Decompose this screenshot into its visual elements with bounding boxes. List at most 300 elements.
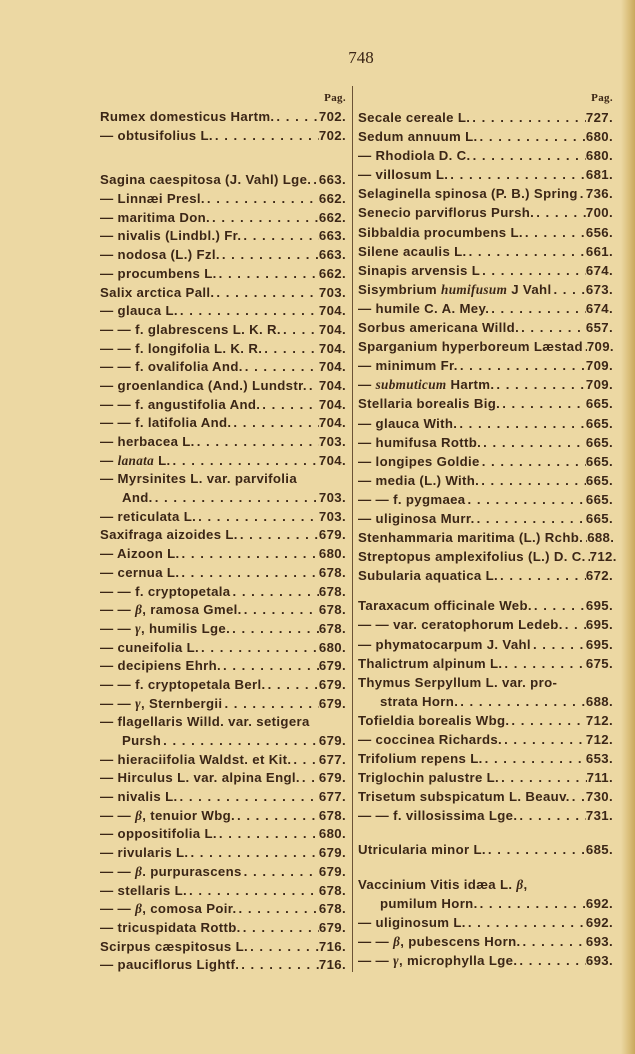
index-entry	[358, 452, 613, 471]
entry-italic: γ	[393, 952, 399, 968]
index-entry	[358, 299, 613, 318]
entry-page: 692.	[585, 914, 613, 930]
entry-page: 695.	[585, 598, 613, 614]
entry-name	[100, 265, 217, 284]
dot-leader	[281, 321, 319, 340]
entry-name	[358, 730, 502, 749]
entry-page: 712.	[585, 712, 613, 728]
entry-name	[358, 913, 466, 932]
index-entry	[358, 768, 613, 787]
entry-italic: submuticum	[375, 377, 447, 393]
entry-page: 680.	[318, 826, 346, 842]
entry-page: 677.	[318, 751, 346, 767]
entry-page: 674.	[585, 300, 613, 316]
entry-page: 700.	[585, 205, 613, 221]
entry-italic: β	[516, 876, 524, 892]
entry-italic: β	[135, 863, 143, 879]
entry-text: — coccinea Richards.	[358, 732, 503, 747]
dot-leader	[178, 788, 319, 807]
entry-page: 704.	[318, 452, 346, 468]
entry-text: Silene acaulis L.	[358, 243, 467, 259]
entry-name	[100, 545, 180, 564]
entry-page: 685.	[585, 842, 613, 858]
index-entry	[358, 318, 613, 337]
entry-text: Trifolium repens L.	[358, 751, 483, 767]
entry-text: — humifusa Rottb.	[358, 434, 482, 450]
entry-text: — — var. ceratophorum Ledeb.	[358, 617, 563, 633]
entry-name	[358, 375, 494, 394]
index-entry	[358, 547, 617, 566]
entry-text: Scirpus cæspitosus L.	[100, 938, 249, 954]
entry-page: 679.	[318, 676, 346, 692]
entry-name	[358, 932, 520, 951]
dot-leader	[480, 261, 586, 280]
dot-leader	[237, 900, 319, 919]
entry-text: — —	[100, 620, 136, 636]
entry-text-after: , pubescens Horn.	[400, 933, 521, 949]
index-entry	[100, 127, 346, 146]
entry-text: — pauciflorus Lightf.	[100, 957, 240, 973]
index-entry	[100, 452, 346, 471]
entry-name	[100, 470, 297, 489]
index-entry	[100, 470, 346, 489]
entry-name	[358, 749, 483, 768]
entry-page: 688.	[587, 530, 615, 546]
entry-name	[100, 508, 196, 527]
dot-leader	[478, 127, 586, 146]
entry-page: 709.	[586, 339, 614, 355]
index-entry	[358, 509, 613, 528]
dot-leader	[570, 787, 586, 806]
dot-leader	[486, 840, 586, 859]
entry-text: — reticulata L.	[100, 508, 197, 524]
entry-text: Triglochin palustre L.	[358, 770, 500, 786]
entry-page: 702.	[318, 109, 346, 124]
entry-text: — —	[100, 807, 136, 823]
page-column-header: Pag.	[324, 92, 346, 104]
group-spacer	[358, 825, 613, 840]
entry-text: Trisetum subspicatum L. Beauv.	[358, 789, 570, 805]
entry-text: — Aizoon L.	[100, 546, 180, 562]
index-entry	[358, 596, 613, 615]
entry-text: — herbacea L.	[100, 434, 195, 449]
dot-leader	[199, 639, 319, 658]
entry-name	[358, 711, 509, 730]
dot-leader	[551, 280, 585, 299]
index-entry	[100, 340, 346, 359]
index-entry	[100, 321, 346, 340]
entry-text: Sedum annuum L.	[358, 129, 478, 145]
entry-page: 653.	[585, 751, 613, 767]
index-entry	[358, 375, 613, 394]
column-divider	[352, 86, 353, 972]
entry-page: 656.	[585, 224, 613, 240]
entry-page: 703.	[318, 284, 346, 300]
entry-name	[100, 938, 248, 957]
entry-page: 712.	[589, 549, 617, 565]
dot-leader	[205, 190, 319, 209]
index-entry	[100, 564, 346, 583]
entry-page: 704.	[318, 303, 346, 319]
dot-leader	[274, 108, 319, 127]
entry-text: — stellaris L.	[100, 882, 187, 898]
entry-name	[100, 127, 213, 146]
dot-leader	[481, 433, 586, 452]
index-entry	[100, 545, 346, 564]
entry-name	[100, 676, 266, 695]
dot-leader	[448, 165, 586, 184]
index-entry	[358, 203, 613, 222]
entry-name	[358, 875, 528, 894]
entry-text: Stellaria borealis Big.	[358, 396, 501, 412]
index-entry	[358, 184, 613, 203]
entry-name	[100, 190, 205, 209]
entry-name	[100, 807, 235, 826]
index-entry	[100, 414, 346, 433]
entry-name	[100, 583, 231, 602]
entry-text: — groenlandica (And.) Lundstr.	[100, 377, 307, 393]
entry-page: 704.	[318, 377, 346, 393]
index-entry	[100, 108, 346, 127]
dot-leader	[534, 203, 586, 222]
entry-text-after: L.	[154, 452, 171, 468]
dot-leader	[196, 508, 319, 527]
entry-text: — — f. longifolia L. K. R.	[100, 340, 263, 356]
entry-text: — glauca L.	[100, 303, 178, 319]
dot-leader	[466, 913, 586, 932]
entry-name	[358, 337, 583, 356]
index-entry	[358, 932, 613, 951]
index-entry	[100, 620, 346, 639]
dot-leader	[161, 732, 319, 751]
entry-page: 663.	[318, 247, 346, 263]
entry-text: —	[100, 452, 118, 468]
dot-leader	[475, 509, 586, 528]
entry-page: 678.	[318, 807, 346, 823]
entry-text: Sparganium hyperboreum Læstad	[358, 339, 583, 355]
entry-page: 680.	[318, 639, 346, 655]
dot-leader	[210, 209, 319, 228]
dot-leader	[242, 863, 319, 882]
entry-name	[358, 414, 457, 433]
index-entry	[358, 108, 613, 127]
dot-leader	[221, 657, 319, 676]
dot-leader	[307, 377, 319, 396]
index-entry	[100, 433, 346, 452]
entry-text: Rumex domesticus Hartm.	[100, 109, 275, 124]
entry-page: 678.	[318, 882, 346, 898]
entry-text: — tricuspidata Rottb.	[100, 919, 241, 935]
entry-name	[358, 768, 499, 787]
entry-page: 688.	[585, 693, 613, 709]
entry-name	[100, 825, 217, 844]
dot-leader	[241, 919, 319, 938]
entry-name	[358, 108, 470, 127]
entry-text: — — f. latifolia And.	[100, 415, 232, 431]
entry-text: Sinapis arvensis L	[358, 262, 481, 278]
dot-leader	[230, 620, 319, 639]
entry-text: — — f. pygmaea	[358, 491, 466, 507]
entry-page: 662.	[318, 191, 346, 207]
entry-page: 679.	[318, 919, 346, 935]
entry-page: 693.	[585, 952, 613, 968]
entry-name	[358, 280, 551, 299]
entry-name	[100, 414, 231, 433]
entry-name	[100, 209, 210, 228]
dot-leader	[231, 414, 319, 433]
entry-text: strata Horn.	[380, 693, 459, 709]
entry-text: — decipiens Ehrh.	[100, 658, 221, 674]
dot-leader	[235, 807, 319, 826]
entry-page: 679.	[318, 845, 346, 861]
dot-leader	[217, 265, 319, 284]
entry-text: Tofieldia borealis Wbg.	[358, 712, 510, 728]
entry-name	[358, 635, 531, 654]
dot-leader	[311, 171, 319, 190]
index-entry	[358, 490, 613, 509]
entry-italic: humifusum	[441, 281, 508, 297]
dot-leader	[563, 615, 586, 634]
entry-page: 727.	[585, 110, 613, 125]
entry-page: 693.	[585, 933, 613, 949]
entry-page: 678.	[318, 564, 346, 580]
entry-text: Streptopus amplexifolius (L.) D. C.	[358, 549, 586, 565]
dot-leader	[243, 358, 319, 377]
entry-name	[100, 956, 239, 975]
entry-text: — — f. cryptopetala Berl.	[100, 676, 266, 692]
index-entry	[100, 863, 346, 882]
entry-page: 692.	[585, 895, 613, 911]
index-entry	[100, 227, 346, 246]
entry-text: — oppositifolia L.	[100, 826, 217, 842]
entry-text-after: ,	[523, 876, 528, 892]
entry-italic: lanata	[117, 452, 155, 468]
entry-page: 702.	[318, 127, 346, 143]
dot-leader	[187, 882, 319, 901]
entry-page: 695.	[585, 636, 613, 652]
dot-leader	[523, 223, 586, 242]
entry-text: Senecio parviflorus Pursh.	[358, 205, 535, 221]
dot-leader	[458, 692, 586, 711]
index-entry	[100, 695, 346, 714]
entry-page: 709.	[585, 377, 613, 393]
dot-leader	[479, 471, 586, 490]
index-entry	[358, 615, 613, 634]
dot-leader	[457, 414, 586, 433]
entry-text-after: Hartm.	[446, 377, 495, 393]
entry-text: — media (L.) With.	[358, 472, 480, 488]
entry-text-after: , tenuior Wbg.	[142, 807, 236, 823]
entry-name	[358, 261, 480, 280]
entry-page: 679.	[318, 770, 346, 786]
entry-name	[358, 318, 519, 337]
entry-text: Sibbaldia procumbens L.	[358, 224, 523, 240]
entry-name	[122, 489, 153, 508]
entry-text: — —	[100, 863, 136, 879]
entry-page: 679.	[318, 695, 346, 711]
entry-name	[100, 396, 260, 415]
dot-leader	[231, 583, 319, 602]
entry-name	[358, 356, 458, 375]
dot-leader	[217, 825, 319, 844]
entry-page: 731.	[585, 808, 613, 824]
entry-name	[358, 787, 570, 806]
entry-text-after: , ramosa Gmel.	[142, 602, 242, 618]
entry-text: — cernua L.	[100, 564, 180, 580]
entry-name	[100, 639, 199, 658]
index-entry	[100, 377, 346, 396]
index-entry	[358, 146, 613, 165]
dot-leader	[519, 318, 586, 337]
group-spacer	[358, 860, 613, 875]
dot-leader	[248, 938, 319, 957]
entry-name	[358, 184, 578, 203]
dot-leader	[502, 654, 586, 673]
entry-text: — obtusifolius L.	[100, 127, 213, 143]
entry-page: 662.	[318, 209, 346, 225]
dot-leader	[471, 146, 586, 165]
index-entry	[358, 711, 613, 730]
entry-name	[358, 127, 478, 146]
entry-name	[100, 751, 291, 770]
entry-text: — nodosa (L.) Fzl.	[100, 247, 220, 263]
index-entry	[100, 788, 346, 807]
entry-name	[358, 840, 486, 859]
index-entry	[100, 882, 346, 901]
entry-text: Sisymbrium	[358, 281, 442, 297]
entry-text: — —	[100, 695, 136, 711]
entry-name	[100, 358, 243, 377]
entry-page: 665.	[585, 472, 613, 488]
dot-leader	[171, 452, 319, 471]
dot-leader	[483, 749, 586, 768]
entry-text: Utricularia minor L.	[358, 842, 486, 858]
entry-text: — glauca With.	[358, 415, 458, 431]
dot-leader	[153, 489, 319, 508]
entry-name	[100, 657, 221, 676]
entry-name	[100, 620, 230, 639]
entry-name	[358, 509, 475, 528]
dot-leader	[532, 596, 586, 615]
index-entry	[100, 676, 346, 695]
entry-name	[358, 394, 500, 413]
dot-leader	[220, 246, 319, 265]
entry-text: Thymus Serpyllum L. var. pro-	[358, 674, 558, 690]
entry-text: Secale cereale L.	[358, 110, 471, 125]
dot-leader	[300, 769, 319, 788]
entry-name	[100, 321, 281, 340]
entry-page: 680.	[318, 546, 346, 562]
entry-text: And.	[122, 490, 153, 506]
index-entry	[358, 913, 613, 932]
dot-leader	[179, 564, 319, 583]
entry-page: 736.	[585, 186, 613, 202]
dot-leader	[195, 433, 319, 452]
entry-name	[100, 601, 242, 620]
entry-text: Subularia aquatica L.	[358, 568, 498, 584]
entry-name	[100, 863, 242, 882]
entry-name	[358, 615, 563, 634]
entry-page: 661.	[585, 243, 613, 259]
entry-name	[358, 566, 498, 585]
entry-page: 703.	[318, 490, 346, 506]
index-entry	[358, 127, 613, 146]
index-entry	[358, 951, 613, 970]
index-entry	[358, 165, 613, 184]
entry-page: 716.	[318, 938, 346, 954]
dot-leader	[291, 751, 319, 770]
entry-name	[358, 471, 479, 490]
entry-text: Sagina caespitosa (J. Vahl) Lge.	[100, 172, 312, 188]
entry-name	[358, 951, 517, 970]
dot-leader	[239, 956, 319, 975]
entry-name	[100, 302, 178, 321]
index-entry	[100, 639, 346, 658]
entry-page: 679.	[318, 863, 346, 879]
index-entry	[358, 528, 613, 547]
entry-page: 665.	[585, 453, 613, 469]
index-entry	[358, 394, 613, 413]
entry-page: 665.	[585, 510, 613, 526]
index-entry	[100, 489, 346, 508]
index-entry	[100, 956, 346, 975]
index-entry	[358, 806, 613, 825]
dot-leader	[466, 490, 586, 509]
entry-name	[380, 692, 458, 711]
entry-page: 704.	[318, 415, 346, 431]
index-entry	[358, 730, 613, 749]
entry-text: — —	[358, 933, 394, 949]
dot-leader	[467, 242, 586, 261]
entry-text: — procumbens L.	[100, 265, 217, 281]
entry-page: 663.	[318, 228, 346, 244]
entry-text: — —	[100, 602, 136, 618]
entry-name	[358, 806, 517, 825]
entry-name	[358, 547, 586, 566]
index-entry	[358, 875, 613, 894]
entry-name	[358, 654, 502, 673]
entry-page: 680.	[585, 129, 613, 145]
index-entry	[358, 433, 613, 452]
entry-page: 673.	[585, 281, 613, 297]
entry-name	[100, 377, 307, 396]
index-entry	[358, 223, 613, 242]
entry-name	[358, 433, 481, 452]
entry-page: 681.	[585, 167, 613, 183]
entry-text: — villosum L.	[358, 167, 449, 183]
entry-text: Salix arctica Pall.	[100, 284, 215, 300]
dot-leader	[262, 340, 319, 359]
entry-text-after: , comosa Poir.	[142, 901, 237, 917]
entry-text: —	[358, 377, 376, 393]
dot-leader	[266, 676, 319, 695]
entry-italic: β	[135, 807, 143, 823]
index-column-left	[100, 88, 346, 975]
entry-text: Pursh	[122, 733, 162, 748]
dot-leader	[238, 526, 319, 545]
entry-name	[100, 227, 241, 246]
entry-name	[100, 844, 188, 863]
index-entry	[100, 396, 346, 415]
page-edge	[621, 0, 635, 1054]
dot-leader	[242, 601, 319, 620]
dot-leader	[499, 768, 587, 787]
index-entry	[100, 769, 346, 788]
dot-leader	[531, 635, 586, 654]
entry-page: 657.	[585, 320, 613, 336]
index-entry	[358, 673, 613, 692]
dot-leader	[470, 108, 586, 127]
